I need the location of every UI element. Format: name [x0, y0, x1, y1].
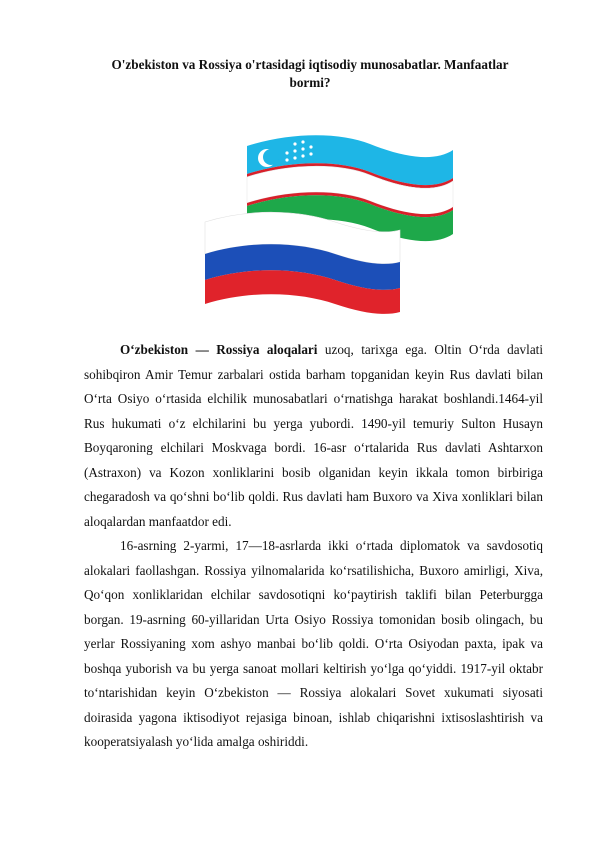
document-title: O'zbekiston va Rossiya o'rtasidagi iqtisodiy munosabatlar. Manfaatlar bormi? [111, 57, 509, 90]
paragraph [84, 338, 543, 534]
paragraph-text: uzoq, tarixga ega. Oltin O‘rda davlati sohibqiron Amir Temur zarbalari ostida barham topganidan keyin Rus davlati bilan O‘rta Osiyo o‘rtasida elchilik munosabatlari o‘rnatishga harakat boshlandi.1464-yil Rus hukumati o‘z elchilarini bu yerga yubordi. 1490-yil temuriy Sulton Husayn Boyqaroning elchilari Moskvaga bordi. 16-asr o‘rtalarida Rus davlati Ashtarxon (Astraxon) va Kozon xonliklarini bosib olganidan keyin ikkala tomon birbiriga chegaradosh va qo‘shni bo‘lib qoldi. Rus davlati ham Buxoro va Xiva xonliklari bilan aloqalardan manfaatdor edi. [84, 342, 543, 529]
document-body [84, 338, 543, 755]
flags-figure [195, 130, 455, 315]
paragraph [84, 534, 543, 755]
paragraph-lead: O‘zbekiston — Rossiya aloqalari [120, 342, 318, 357]
uzbekistan-russia-flags-icon [195, 130, 455, 315]
uz-crescent-inner [263, 149, 279, 165]
paragraph-text: 16-asrning 2-yarmi, 17—18-asrlarda ikki o‘rtada diplomatok va savdosotiq alokalari faollashgan. Rossiya yilnomalarida ko‘rsatilishicha, Buxoro amirligi, Xiva, Qo‘qon xonliklaridan elchilar savdosotiqni ko‘paytirish taklifi bilan Peterburgga borgan. 19-asrning 60-yillaridan Urta Osiyo Rossiya tomonidan bosib olingach, bu yerlar Rossiyaning xom ashyo manbai bo‘lib qoldi. O‘rta Osiyodan paxta, ipak va boshqa yuborish va bu yerga sanoat mollari keltirish yo‘lga qo‘yiddi. 1917-yil oktabr to‘ntarishidan keyin O‘zbekiston — Rossiya alokalari Sovet xukumati siyosati doirasida yagona iktisodiyot rejasiga binoan, ishlab chiqarishni ixtisoslashtirish va kooperatsiyalash yo‘lida amalga oshiriddi. [84, 538, 543, 749]
